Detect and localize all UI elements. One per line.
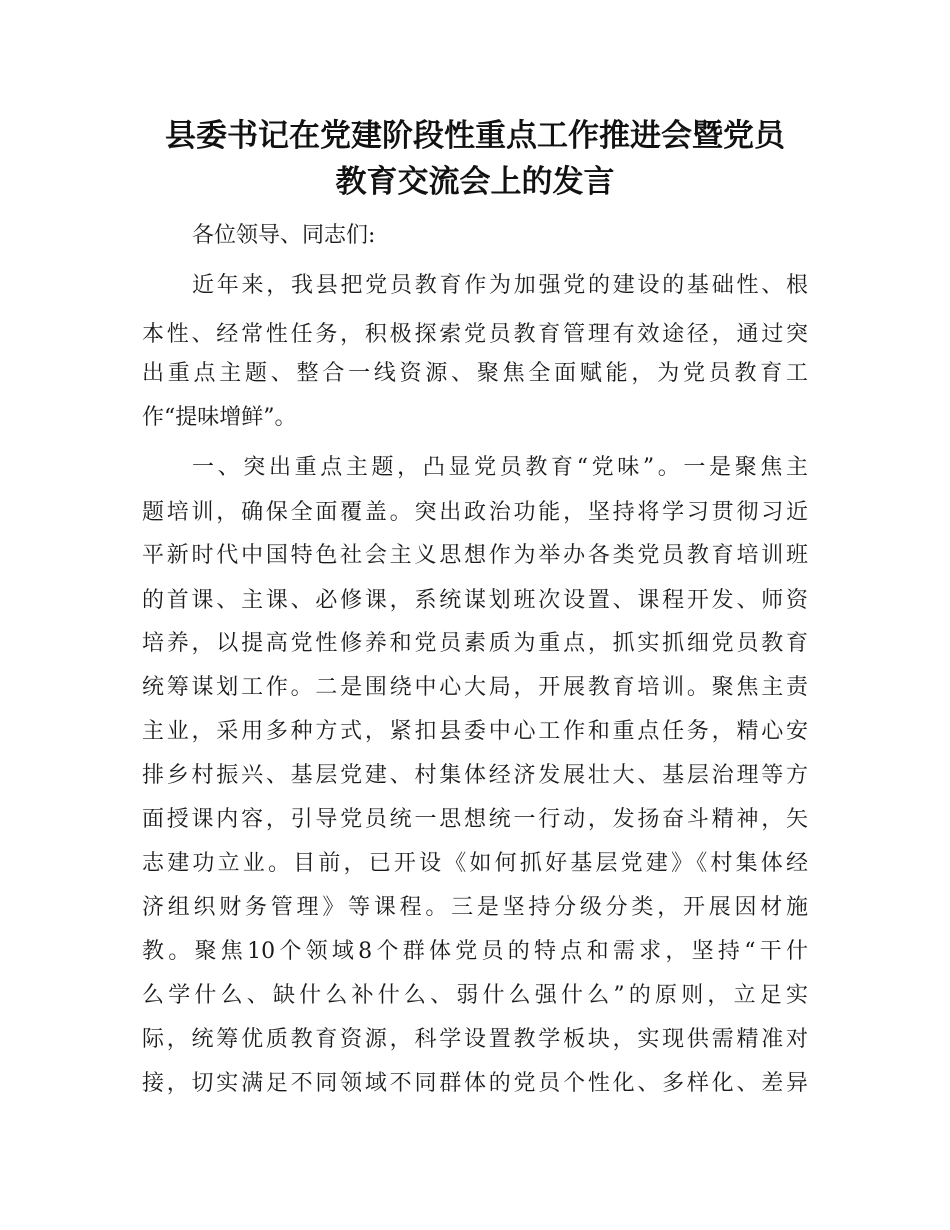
paragraph-2-line: 济组织财务管理》等课程。三是坚持分级分类，开展因材施 [142,895,808,920]
paragraph-2-line: 主业，采用多种方式，紧扣县委中心工作和重点任务，精心安 [142,719,808,744]
paragraph-2-line: 题培训，确保全面覆盖。突出政治功能，坚持将学习贯彻习近 [142,500,808,525]
paragraph-2-line: 接，切实满足不同领域不同群体的党员个性化、多样化、差异 [142,1071,808,1096]
paragraph-2-line: 么学什么、缺什么补什么、弱什么强什么”的原则，立足实 [142,983,808,1008]
paragraph-1-line: 出重点主题、整合一线资源、聚焦全面赋能，为党员教育工 [142,361,808,386]
paragraph-2-line: 的首课、主课、必修课，系统谋划班次设置、课程开发、师资 [142,588,808,613]
salutation: 各位领导、同志们: [192,223,376,248]
paragraph-2-line: 教。聚焦10个领域8个群体党员的特点和需求，坚持“干什 [142,939,808,964]
paragraph-2-line: 平新时代中国特色社会主义思想作为举办各类党员教育培训班 [142,543,808,568]
paragraph-2-line: 统筹谋划工作。二是围绕中心大局，开展教育培训。聚焦主责 [142,675,808,700]
document-title-line-1: 县委书记在党建阶段性重点工作推进会暨党员 [165,118,785,154]
document-title-line-2: 教育交流会上的发言 [335,164,615,200]
paragraph-2-line: 培养，以提高党性修养和党员素质为重点，抓实抓细党员教育 [142,631,808,656]
paragraph-2-line: 际，统筹优质教育资源，科学设置教学板块，实现供需精准对 [142,1027,808,1052]
paragraph-1-line: 近年来，我县把党员教育作为加强党的建设的基础性、根 [192,273,808,298]
paragraph-2-line: 志建功立业。目前，已开设《如何抓好基层党建》《村集体经 [142,851,808,876]
paragraph-1-line: 本性、经常性任务，积极探索党员教育管理有效途径，通过突 [142,322,808,347]
paragraph-2-line: 面授课内容，引导党员统一思想统一行动，发扬奋斗精神，矢 [142,807,808,832]
paragraph-2-line: 一、突出重点主题，凸显党员教育“党味”。一是聚焦主 [192,455,808,480]
paragraph-2-line: 排乡村振兴、基层党建、村集体经济发展壮大、基层治理等方 [142,763,808,788]
paragraph-1-line: 作“提味增鲜”。 [142,405,297,430]
